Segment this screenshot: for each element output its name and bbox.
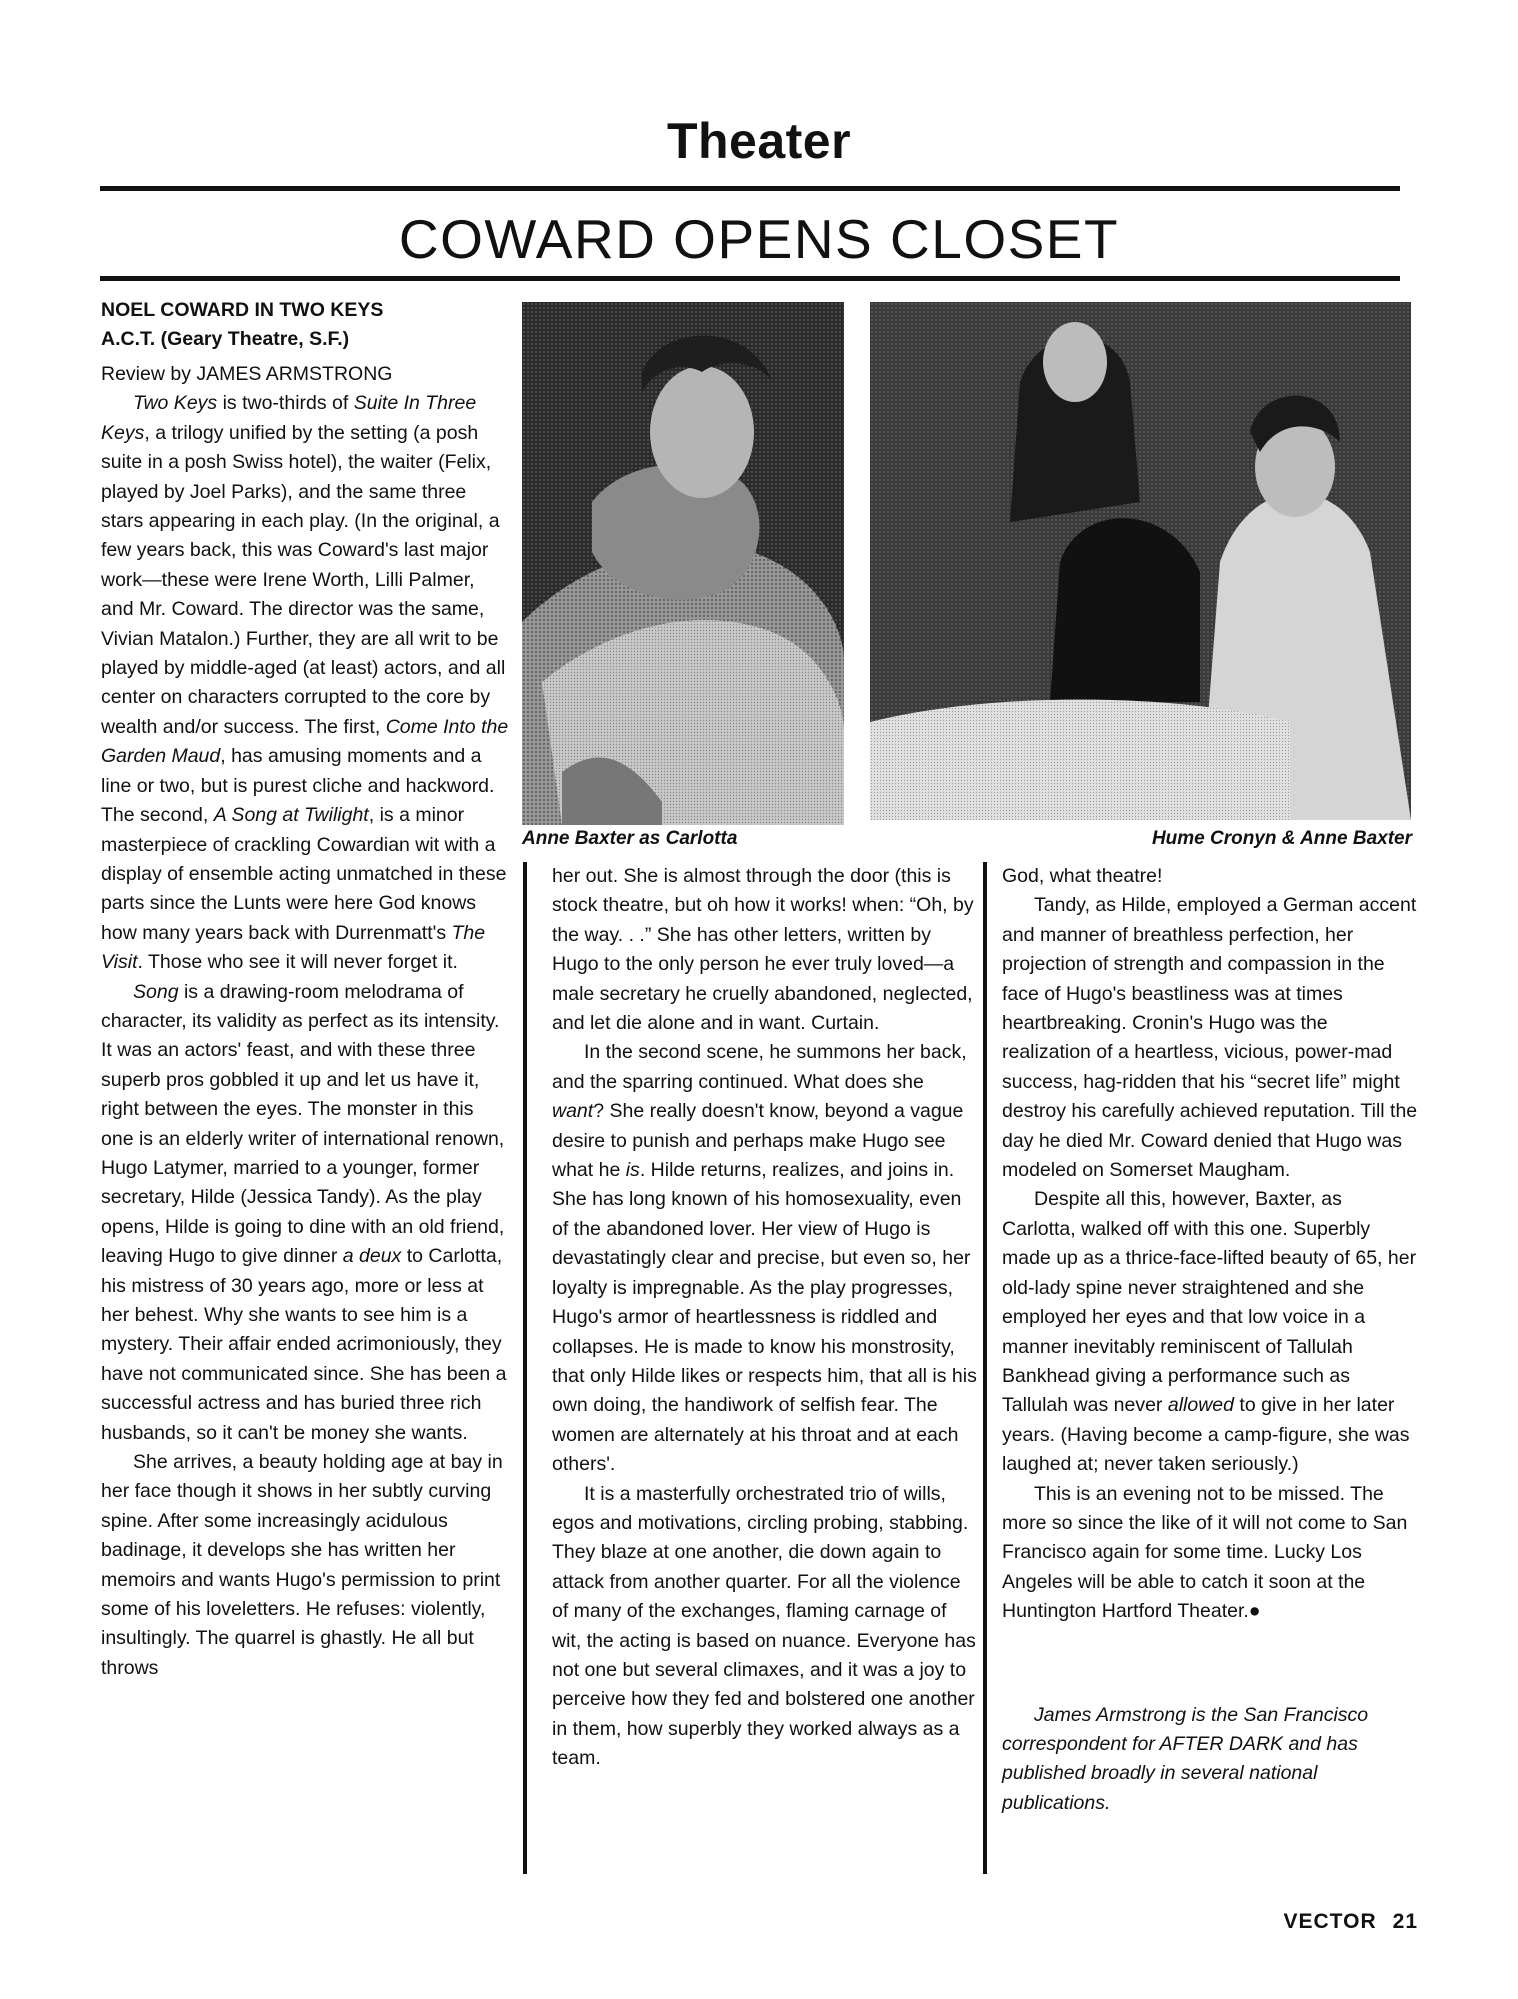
italic-text: Suite In Three Keys (101, 392, 477, 444)
paragraph (1002, 862, 1420, 891)
text-run: , has amusing moments and a line or two, but is purest cliche and hackword. The second, (101, 745, 495, 827)
column-divider (523, 862, 527, 1874)
publication-name: VECTOR (1283, 1910, 1377, 1933)
text-run: . Hilde returns, realizes, and joins in. She has long known of his homosexuality, even of the abandoned lover. Her view of Hugo is devastatingly clear and precise, but even so, her loyalty is impregnable. As the play progresses, Hugo's armor of heartlessness is riddled and collapses. He is made to know his monstrosity, that only Hilde likes or respects him, that all is his own doing, the handiwork of selfish fear. The women are alternately at his throat and at each others'. (552, 1159, 977, 1476)
photo-caption: Anne Baxter as Carlotta (522, 828, 738, 849)
headline-rule (100, 276, 1400, 281)
section-title: Theater (666, 113, 852, 169)
text-run: It is a masterfully orchestrated trio of wills, egos and motivations, circling probing, stabbing. They blaze at one another, die down again to attack from another quarter. For all the violence of many of the exchanges, flaming carnage of wit, the acting is based on nuance. Everyone has not one but several climaxes, and it was a joy to perceive how they fed and bolstered one another in them, how superbly they worked always as a team. (552, 1482, 976, 1770)
italic-text: Two Keys (133, 392, 218, 415)
body-right (1002, 862, 1420, 1627)
italic-text: a deux (342, 1245, 402, 1268)
text-run: ? She really doesn't know, beyond a vague desire to punish and perhaps make Hugo see what he (552, 1100, 964, 1182)
text-run: Tandy, as Hilde, employed a German accent and manner of breathless perfection, her projection of strength and compassion in the face of Hugo's beastliness was at times heartbreaking. Cronin's Hugo was the realization of a heartless, vicious, power-mad success, hag-ridden that his “secret life” might destroy his carefully achieved reputation. Till the day he died Mr. Coward denied that Hugo was modeled on Somerset Maugham. (1002, 894, 1418, 1182)
paragraph (552, 1480, 977, 1774)
paragraph (552, 862, 977, 1038)
italic-text: A Song at Twilight (213, 804, 369, 827)
text-run: . Those who see it will never forget it. (137, 951, 458, 974)
body-middle (552, 862, 977, 1774)
photo-illustration (522, 302, 844, 825)
italic-text: Come Into the Garden Maud (101, 715, 509, 768)
body-left (101, 389, 511, 1683)
paragraph (101, 389, 511, 977)
text-run: In the second scene, he summons her back, and the sparring continued. What does she (552, 1041, 967, 1093)
column-divider (983, 862, 987, 1874)
paragraph (552, 1038, 977, 1479)
paragraph (1002, 1480, 1420, 1627)
play-title: NOEL COWARD IN TWO KEYS (101, 299, 384, 321)
text-run: is two-thirds of (217, 392, 354, 415)
photo-hume-cronyn-anne-baxter (870, 302, 1411, 820)
text-run: This is an evening not to be missed. The more so since the like of it will not come to San Francisco again for some time. Lucky Los Angeles will be able to catch it soon at the Huntington Hartford Theater.● (1002, 1482, 1408, 1623)
italic-text: allowed (1167, 1394, 1234, 1417)
photo-anne-baxter (522, 302, 844, 825)
text-run: to Carlotta, his mistress of 30 years ago, more or less at her behest. Why she wants to see him is a mystery. Their affair ended acrimoniously, they have not communicated since. She has been a successful actress and has buried three rich husbands, so it can't be money she wants. (101, 1245, 507, 1444)
article-headline: COWARD OPENS CLOSET (398, 208, 1120, 270)
paragraph (101, 978, 511, 1449)
italic-text: is (625, 1159, 640, 1182)
text-run: She arrives, a beauty holding age at bay in her face though it shows in her subtly curving spine. After some increasingly acidulous badinage, it develops she has written her memoirs and wants Hugo's permission to print some of his loveletters. He refuses: violently, insultingly. The quarrel is ghastly. He all but throws (101, 1451, 503, 1679)
photo-caption: Hume Cronyn & Anne Baxter (1151, 828, 1412, 849)
column-right (1002, 862, 1420, 1818)
text-run: Despite all this, however, Baxter, as Carlotta, walked off with this one. Superbly made up as a thrice-face-lifted beauty of 65, her old-lady spine never straightened and she employed her eyes and that low voice in a manner inevitably reminiscent of Tallulah Bankhead giving a performance such as Tallulah was never (1002, 1188, 1417, 1417)
column-left (101, 296, 511, 1683)
column-middle (552, 862, 977, 1774)
italic-text: The Visit (101, 921, 486, 974)
paragraph (1002, 891, 1420, 1185)
author-bio: James Armstrong is the San Francisco correspondent for AFTER DARK and has published broadly in several national publications. (1002, 1703, 1369, 1814)
top-rule (100, 186, 1400, 191)
page-number: 21 (1392, 1910, 1418, 1933)
paragraph (1002, 1185, 1420, 1479)
photo-illustration (870, 302, 1411, 820)
italic-text: want (552, 1100, 594, 1123)
text-run: to give in her later years. (Having become a camp-figure, she was laughed at; never taken seriously.) (1002, 1394, 1410, 1476)
italic-text: Song (133, 980, 179, 1003)
text-run: God, what theatre! (1002, 865, 1163, 887)
page-footer (1284, 1910, 1419, 1934)
text-run: her out. She is almost through the door (this is stock theatre, but oh how it works! when: “Oh, by the way. . .” She has other letters, written by Hugo to the only person he ever truly loved—a male secretary he cruelly abandoned, neglected, and let die alone and in want. Curtain. (552, 865, 974, 1035)
paragraph (101, 1448, 511, 1683)
text-run: , is a minor masterpiece of crackling Cowardian wit with a display of ensemble acting unmatched in these parts since the Lunts were here God knows how many years back with Durrenmatt's (101, 804, 507, 944)
byline: Review by JAMES ARMSTRONG (101, 363, 393, 385)
venue: A.C.T. (Geary Theatre, S.F.) (101, 328, 350, 350)
text-run: is a drawing-room melodrama of character, its validity as perfect as its intensity. It was an actors' feast, and with these three superb pros gobbled it up and let us have it, right between the eyes. The monster in this one is an elderly writer of international renown, Hugo Latymer, married to a younger, former secretary, Hilde (Jessica Tandy). As the play opens, Hilde is going to dine with an old friend, leaving Hugo to give dinner (101, 980, 505, 1268)
text-run: , a trilogy unified by the setting (a posh suite in a posh Swiss hotel), the waiter (Felix, played by Joel Parks), and the same three stars appearing in each play. (In the original, a few years back, this was Coward's last major work—these were Irene Worth, Lilli Palmer, and Mr. Coward. The director was the same, Vivian Matalon.) Further, they are all writ to be played by middle-aged (at least) actors, and all center on characters corrupted to the core by wealth and/or success. The first, (101, 421, 506, 738)
